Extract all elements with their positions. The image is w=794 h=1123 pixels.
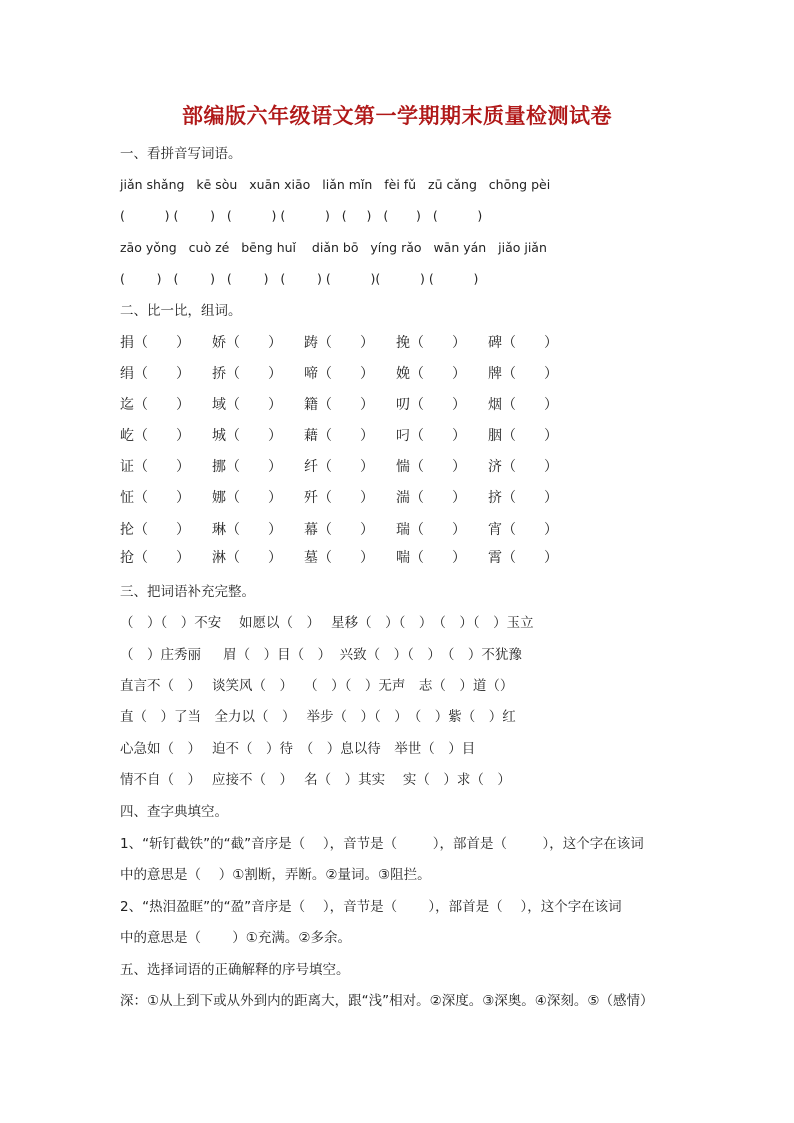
dictionary-question-2: 2、“热泪盈眶”的“盈”音序是（ ），音节是（ ），部首是（ ），这个字在该词 — [120, 899, 622, 915]
idiom-line: 心急如（ ） 迫不（ ）待 （ ）息以待 举世（ ）目 — [120, 741, 476, 757]
compare-cell: 怔（ ） — [120, 490, 190, 506]
compare-row — [120, 520, 680, 540]
compare-cell: 幕（ ） — [304, 522, 374, 538]
compare-cell: 域（ ） — [212, 397, 282, 413]
compare-cell: 湍（ ） — [396, 490, 466, 506]
compare-cell: 济（ ） — [488, 459, 558, 475]
compare-row — [120, 364, 680, 384]
compare-row — [120, 333, 680, 353]
compare-cell: 碑（ ） — [488, 335, 558, 351]
compare-cell: 籍（ ） — [304, 397, 374, 413]
compare-cell: 藉（ ） — [304, 428, 374, 444]
idiom-line: （ ）庄秀丽 眉（ ）目（ ） 兴致（ ）（ ） （ ）不犹豫 — [120, 647, 522, 663]
compare-cell: 喘（ ） — [396, 550, 466, 566]
compare-cell: 牌（ ） — [488, 366, 558, 382]
compare-cell: 绢（ ） — [120, 366, 190, 382]
pinyin-row-2: zāo yǒng cuò zé bēng huǐ diǎn bō yíng rǎo wān yán jiǎo jiǎn — [120, 240, 547, 255]
compare-cell: 娜（ ） — [212, 490, 282, 506]
compare-cell: 城（ ） — [212, 428, 282, 444]
idiom-line: 情不自（ ） 应接不（ ） 名（ ）其实 实（ ）求（ ） — [120, 772, 511, 788]
compare-cell: 叨（ ） — [396, 397, 466, 413]
compare-cell: 捐（ ） — [120, 335, 190, 351]
compare-cell: 娩（ ） — [396, 366, 466, 382]
compare-cell: 娇（ ） — [212, 335, 282, 351]
compare-row — [120, 548, 680, 568]
compare-cell: 抡（ ） — [120, 522, 190, 538]
compare-cell: 踌（ ） — [304, 335, 374, 351]
section-4-heading: 四、查字典填空。 — [120, 804, 228, 820]
dictionary-question-2-cont: 中的意思是（ ）①充满。②多余。 — [120, 930, 351, 946]
blank-row-1: ( ) ( ) ( ) ( ) ( ) ( ) ( ) — [120, 208, 483, 223]
definition-line: 深：①从上到下或从外到内的距离大，跟“浅”相对。②深度。③深奥。④深刻。⑤（感情） — [120, 993, 654, 1009]
idiom-line: 直言不（ ） 谈笑风（ ） （ ）（ ）无声 志（ ）道（） — [120, 678, 514, 694]
compare-cell: 墓（ ） — [304, 550, 374, 566]
compare-cell: 淋（ ） — [212, 550, 282, 566]
idiom-line: （ ）（ ）不安 如愿以（ ） 星移（ ）（ ） （ ）（ ）玉立 — [120, 615, 534, 631]
compare-cell: 证（ ） — [120, 459, 190, 475]
compare-cell: 啼（ ） — [304, 366, 374, 382]
compare-cell: 烟（ ） — [488, 397, 558, 413]
dictionary-question-1-cont: 中的意思是（ ）①割断，弄断。②量词。③阻拦。 — [120, 867, 431, 883]
compare-cell: 挢（ ） — [212, 366, 282, 382]
compare-cell: 叼（ ） — [396, 428, 466, 444]
compare-cell: 纤（ ） — [304, 459, 374, 475]
section-1-heading: 一、看拼音写词语。 — [120, 146, 242, 162]
compare-cell: 屹（ ） — [120, 428, 190, 444]
section-3-heading: 三、把词语补充完整。 — [120, 584, 255, 600]
compare-row — [120, 395, 680, 415]
compare-cell: 胭（ ） — [488, 428, 558, 444]
section-5-heading: 五、选择词语的正确解释的序号填空。 — [120, 962, 350, 978]
page-title: 部编版六年级语文第一学期期末质量检测试卷 — [182, 103, 612, 128]
compare-cell: 挪（ ） — [212, 459, 282, 475]
compare-cell: 抢（ ） — [120, 550, 190, 566]
compare-cell: 瑞（ ） — [396, 522, 466, 538]
compare-cell: 宵（ ） — [488, 522, 558, 538]
compare-cell: 霄（ ） — [488, 550, 558, 566]
compare-row — [120, 457, 680, 477]
pinyin-row-1: jiǎn shǎng kē sòu xuān xiāo liǎn mǐn fèi fǔ zū cǎng chōng pèi — [120, 177, 551, 192]
compare-row — [120, 488, 680, 508]
compare-cell: 琳（ ） — [212, 522, 282, 538]
compare-cell: 歼（ ） — [304, 490, 374, 506]
blank-row-2: ( ) ( ) ( ) ( ) ( )( ) ( ) — [120, 271, 479, 286]
compare-cell: 挤（ ） — [488, 490, 558, 506]
compare-cell: 迄（ ） — [120, 397, 190, 413]
compare-cell: 挽（ ） — [396, 335, 466, 351]
compare-row — [120, 426, 680, 446]
compare-cell: 惴（ ） — [396, 459, 466, 475]
dictionary-question-1: 1、“斩钉截铁”的“截”音序是（ ），音节是（ ），部首是（ ），这个字在该词 — [120, 836, 644, 852]
section-2-heading: 二、比一比，组词。 — [120, 303, 242, 319]
idiom-line: 直（ ）了当 全力以（ ） 举步（ ）（ ） （ ）紫（ ）红 — [120, 709, 516, 725]
